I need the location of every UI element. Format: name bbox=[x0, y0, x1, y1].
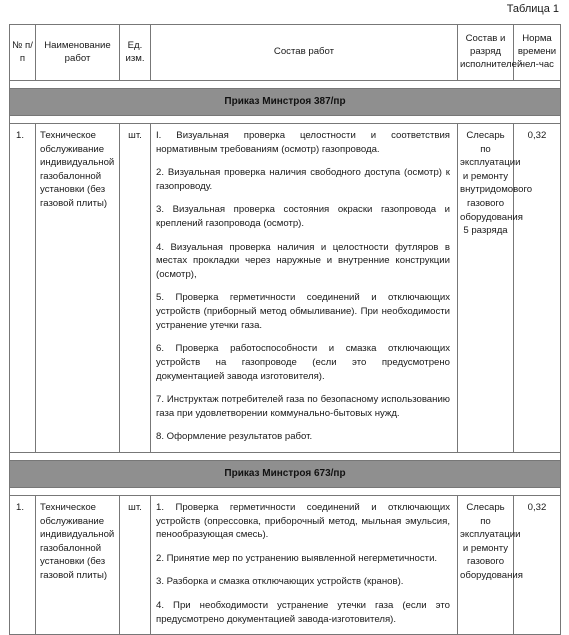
work-norms-table bbox=[9, 24, 561, 635]
cell-num: 1. bbox=[10, 495, 36, 634]
spacer-row bbox=[10, 452, 561, 460]
cell-num: 1. bbox=[10, 124, 36, 453]
spacer-row bbox=[10, 116, 561, 124]
work-item: 8. Оформление результатов работ. bbox=[156, 431, 313, 443]
work-item: 4. При необходимости устранение утечки газа (если это предусмотрено документацией завода-изготовителя). bbox=[156, 600, 450, 625]
cell-unit: шт. bbox=[120, 495, 151, 634]
table-caption: Таблица 1 bbox=[506, 3, 559, 15]
section-title: Приказ Минстроя 387/пр bbox=[10, 89, 561, 116]
work-item: 3. Разборка и смазка отключающих устройств (кранов). bbox=[156, 576, 404, 588]
work-item: 4. Визуальная проверка наличия и целостности футляров в местах прокладки через наружные и внутренние конструкции (осмотр), bbox=[156, 241, 450, 280]
work-item: 6. Проверка работоспособности и смазка отключающих устройств на газопроводе (если это предусмотрено документацией завода изготовителя). bbox=[156, 343, 450, 382]
cell-works bbox=[151, 495, 458, 634]
header-name: Наименование работ bbox=[36, 25, 120, 81]
section-title: Приказ Минстроя 673/пр bbox=[10, 460, 561, 487]
cell-norm: 0,32 bbox=[514, 495, 561, 634]
header-works: Состав работ bbox=[151, 25, 458, 81]
work-item: 1. Проверка герметичности соединений и отключающих устройств (опрессовка, приборочный метод, мыльная эмульсия, пенообразующая смесь). bbox=[156, 501, 450, 541]
work-item: 7. Инструктаж потребителей газа по безопасному использованию газа при удовлетворении коммунально-бытовых нужд. bbox=[156, 394, 450, 419]
section-header-row bbox=[10, 89, 561, 116]
section-header-row bbox=[10, 460, 561, 487]
work-item: 3. Визуальная проверка состояния окраски газопровода и креплений газопровода (осмотр). bbox=[156, 204, 450, 230]
header-staff: Состав и разряд исполнителей bbox=[458, 25, 514, 81]
header-norm: Норма времени чел-час bbox=[514, 25, 561, 81]
cell-staff: Слесарь по эксплуатации и ремонту внутридомового газового оборудования 5 разряда bbox=[458, 124, 514, 453]
table-row bbox=[10, 124, 561, 453]
table-header-row bbox=[10, 25, 561, 81]
work-item: I. Визуальная проверка целостности и соответствия нормативным требованиям (осмотр) газопровода. bbox=[156, 130, 450, 155]
header-unit: Ед. изм. bbox=[120, 25, 151, 81]
work-item: 2. Визуальная проверка наличия свободного доступа (осмотр) к газопроводу. bbox=[156, 167, 450, 192]
work-item: 5. Проверка герметичности соединений и отключающих устройств (приборный метод обмыливание). При необходимости устранение утечки газа. bbox=[156, 292, 450, 331]
table-row bbox=[10, 495, 561, 634]
cell-name: Техническое обслуживание индивидуальной газобалонной установки (без газовой плиты) bbox=[36, 495, 120, 634]
cell-works bbox=[151, 124, 458, 453]
cell-name: Техническое обслуживание индивидуальной газобалонной установки (без газовой плиты) bbox=[36, 124, 120, 453]
cell-staff: Слесарь по эксплуатации и ремонту газового оборудования bbox=[458, 495, 514, 634]
spacer-row bbox=[10, 81, 561, 89]
cell-norm: 0,32 bbox=[514, 124, 561, 453]
header-num: № п/п bbox=[10, 25, 36, 81]
spacer-row bbox=[10, 487, 561, 495]
work-item: 2. Принятие мер по устранению выявленной негерметичности. bbox=[156, 552, 438, 564]
cell-unit: шт. bbox=[120, 124, 151, 453]
